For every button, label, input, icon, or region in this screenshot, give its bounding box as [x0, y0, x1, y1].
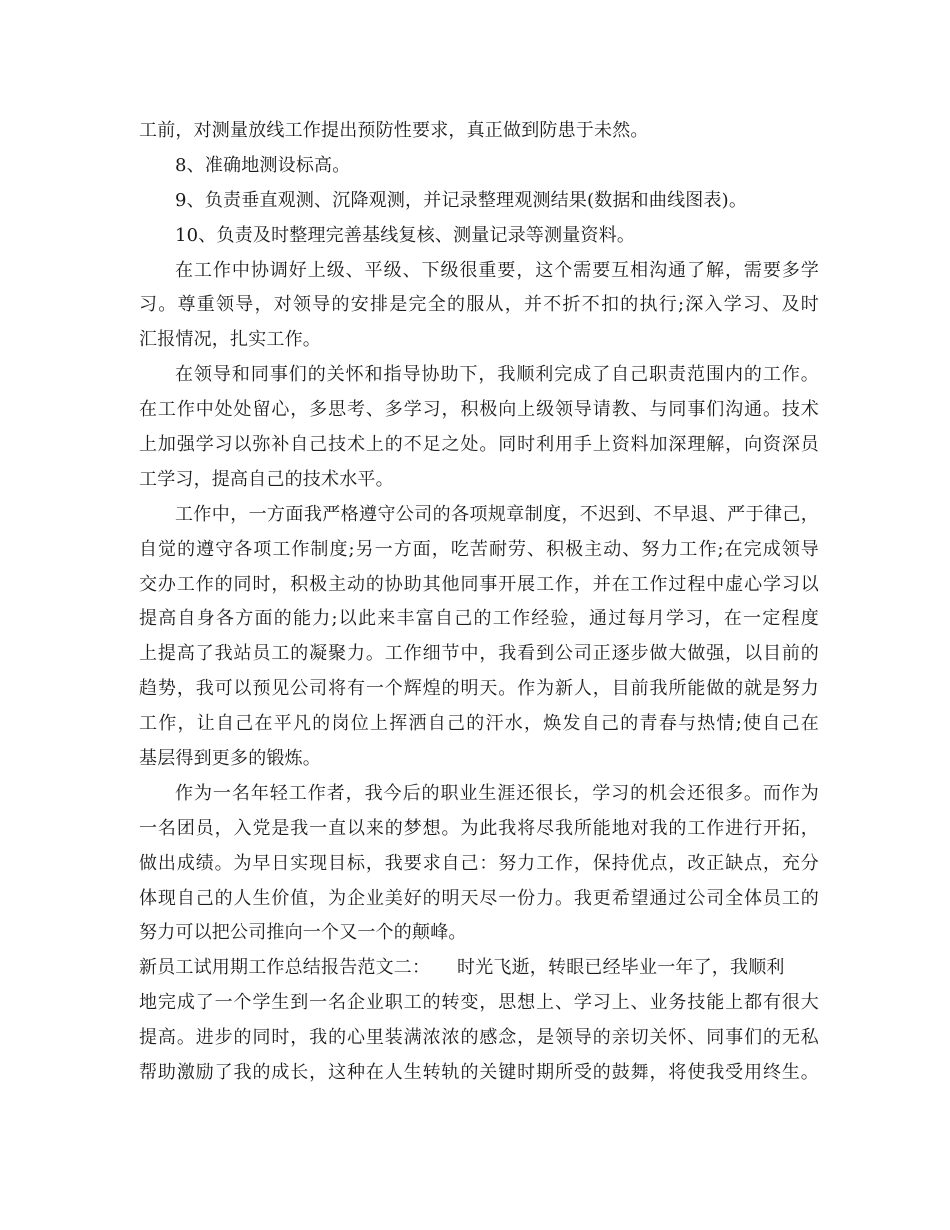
paragraph-line: 工作，让自己在平凡的岗位上挥洒自己的汗水，焕发自己的青春与热情;使自己在 [139, 713, 819, 735]
list-item-line: 8、准确地测设标高。 [175, 154, 351, 176]
paragraph-line: 在工作中处处留心，多思考、多学习，积极向上级领导请教、与同事们沟通。技术 [139, 399, 819, 421]
paragraph-line: 在领导和同事们的关怀和指导协助下，我顺利完成了自己职责范围内的工作。 [175, 364, 819, 386]
list-item-line: 10、负责及时整理完善基线复核、测量记录等测量资料。 [175, 224, 636, 246]
paragraph-line: 一名团员，入党是我一直以来的梦想。为此我将尽我所能地对我的工作进行开拓， [139, 817, 819, 839]
paragraph-line: 上加强学习以弥补自己技术上的不足之处。同时利用手上资料加深理解，向资深员 [139, 434, 819, 456]
paragraph-line: 趋势，我可以预见公司将有一个辉煌的明天。作为新人，目前我所能做的就是努力 [139, 678, 819, 700]
paragraph-line: 努力可以把公司推向一个又一个的颠峰。 [139, 922, 467, 944]
paragraph-line: 上提高了我站员工的凝聚力。工作细节中，我看到公司正逐步做大做强，以目前的 [139, 643, 819, 665]
paragraph-line: 时光飞逝，转眼已经毕业一年了，我顺利 [457, 957, 785, 979]
paragraph-line: 提高。进步的同时，我的心里装满浓浓的感念，是领导的亲切关怀、同事们的无私 [139, 1027, 819, 1049]
paragraph-line: 做出成绩。为早日实现目标，我要求自己：努力工作，保持优点，改正缺点，充分 [139, 852, 819, 874]
section-heading-line [139, 951, 819, 986]
paragraph-line: 自觉的遵守各项工作制度;另一方面，吃苦耐劳、积极主动、努力工作;在完成领导 [139, 538, 819, 560]
paragraph-line: 在工作中协调好上级、平级、下级很重要，这个需要互相沟通了解，需要多学 [175, 259, 819, 281]
paragraph-line: 地完成了一个学生到一名企业职工的转变，思想上、学习上、业务技能上都有很大 [139, 992, 819, 1014]
paragraph-line: 习。尊重领导，对领导的安排是完全的服从，并不折不扣的执行;深入学习、及时 [139, 294, 819, 316]
paragraph-line: 汇报情况，扎实工作。 [139, 329, 321, 351]
paragraph-line: 帮助激励了我的成长，这种在人生转轨的关键时期所受的鼓舞，将使我受用终生。 [139, 1062, 819, 1084]
paragraph-line: 基层得到更多的锻炼。 [139, 748, 321, 770]
paragraph-line: 工作中，一方面我严格遵守公司的各项规章制度，不迟到、不早退、严于律己， [175, 503, 819, 525]
paragraph-line: 交办工作的同时，积极主动的协助其他同事开展工作，并在工作过程中虚心学习以 [139, 573, 819, 595]
list-item-line: 9、负责垂直观测、沉降观测，并记录整理观测结果(数据和曲线图表)。 [175, 189, 748, 211]
paragraph-line: 工学习，提高自己的技术水平。 [139, 468, 394, 490]
document-body [139, 114, 819, 1091]
paragraph-line: 提高自身各方面的能力;以此来丰富自己的工作经验，通过每月学习，在一定程度 [139, 608, 819, 630]
paragraph-line: 作为一名年轻工作者，我今后的职业生涯还很长，学习的机会还很多。而作为 [175, 782, 819, 804]
paragraph-line: 工前，对测量放线工作提出预防性要求，真正做到防患于未然。 [139, 120, 649, 141]
paragraph-line: 体现自己的人生价值，为企业美好的明天尽一份力。我更希望通过公司全体员工的 [139, 887, 819, 909]
section-heading: 新员工试用期工作总结报告范文二： [139, 957, 431, 979]
